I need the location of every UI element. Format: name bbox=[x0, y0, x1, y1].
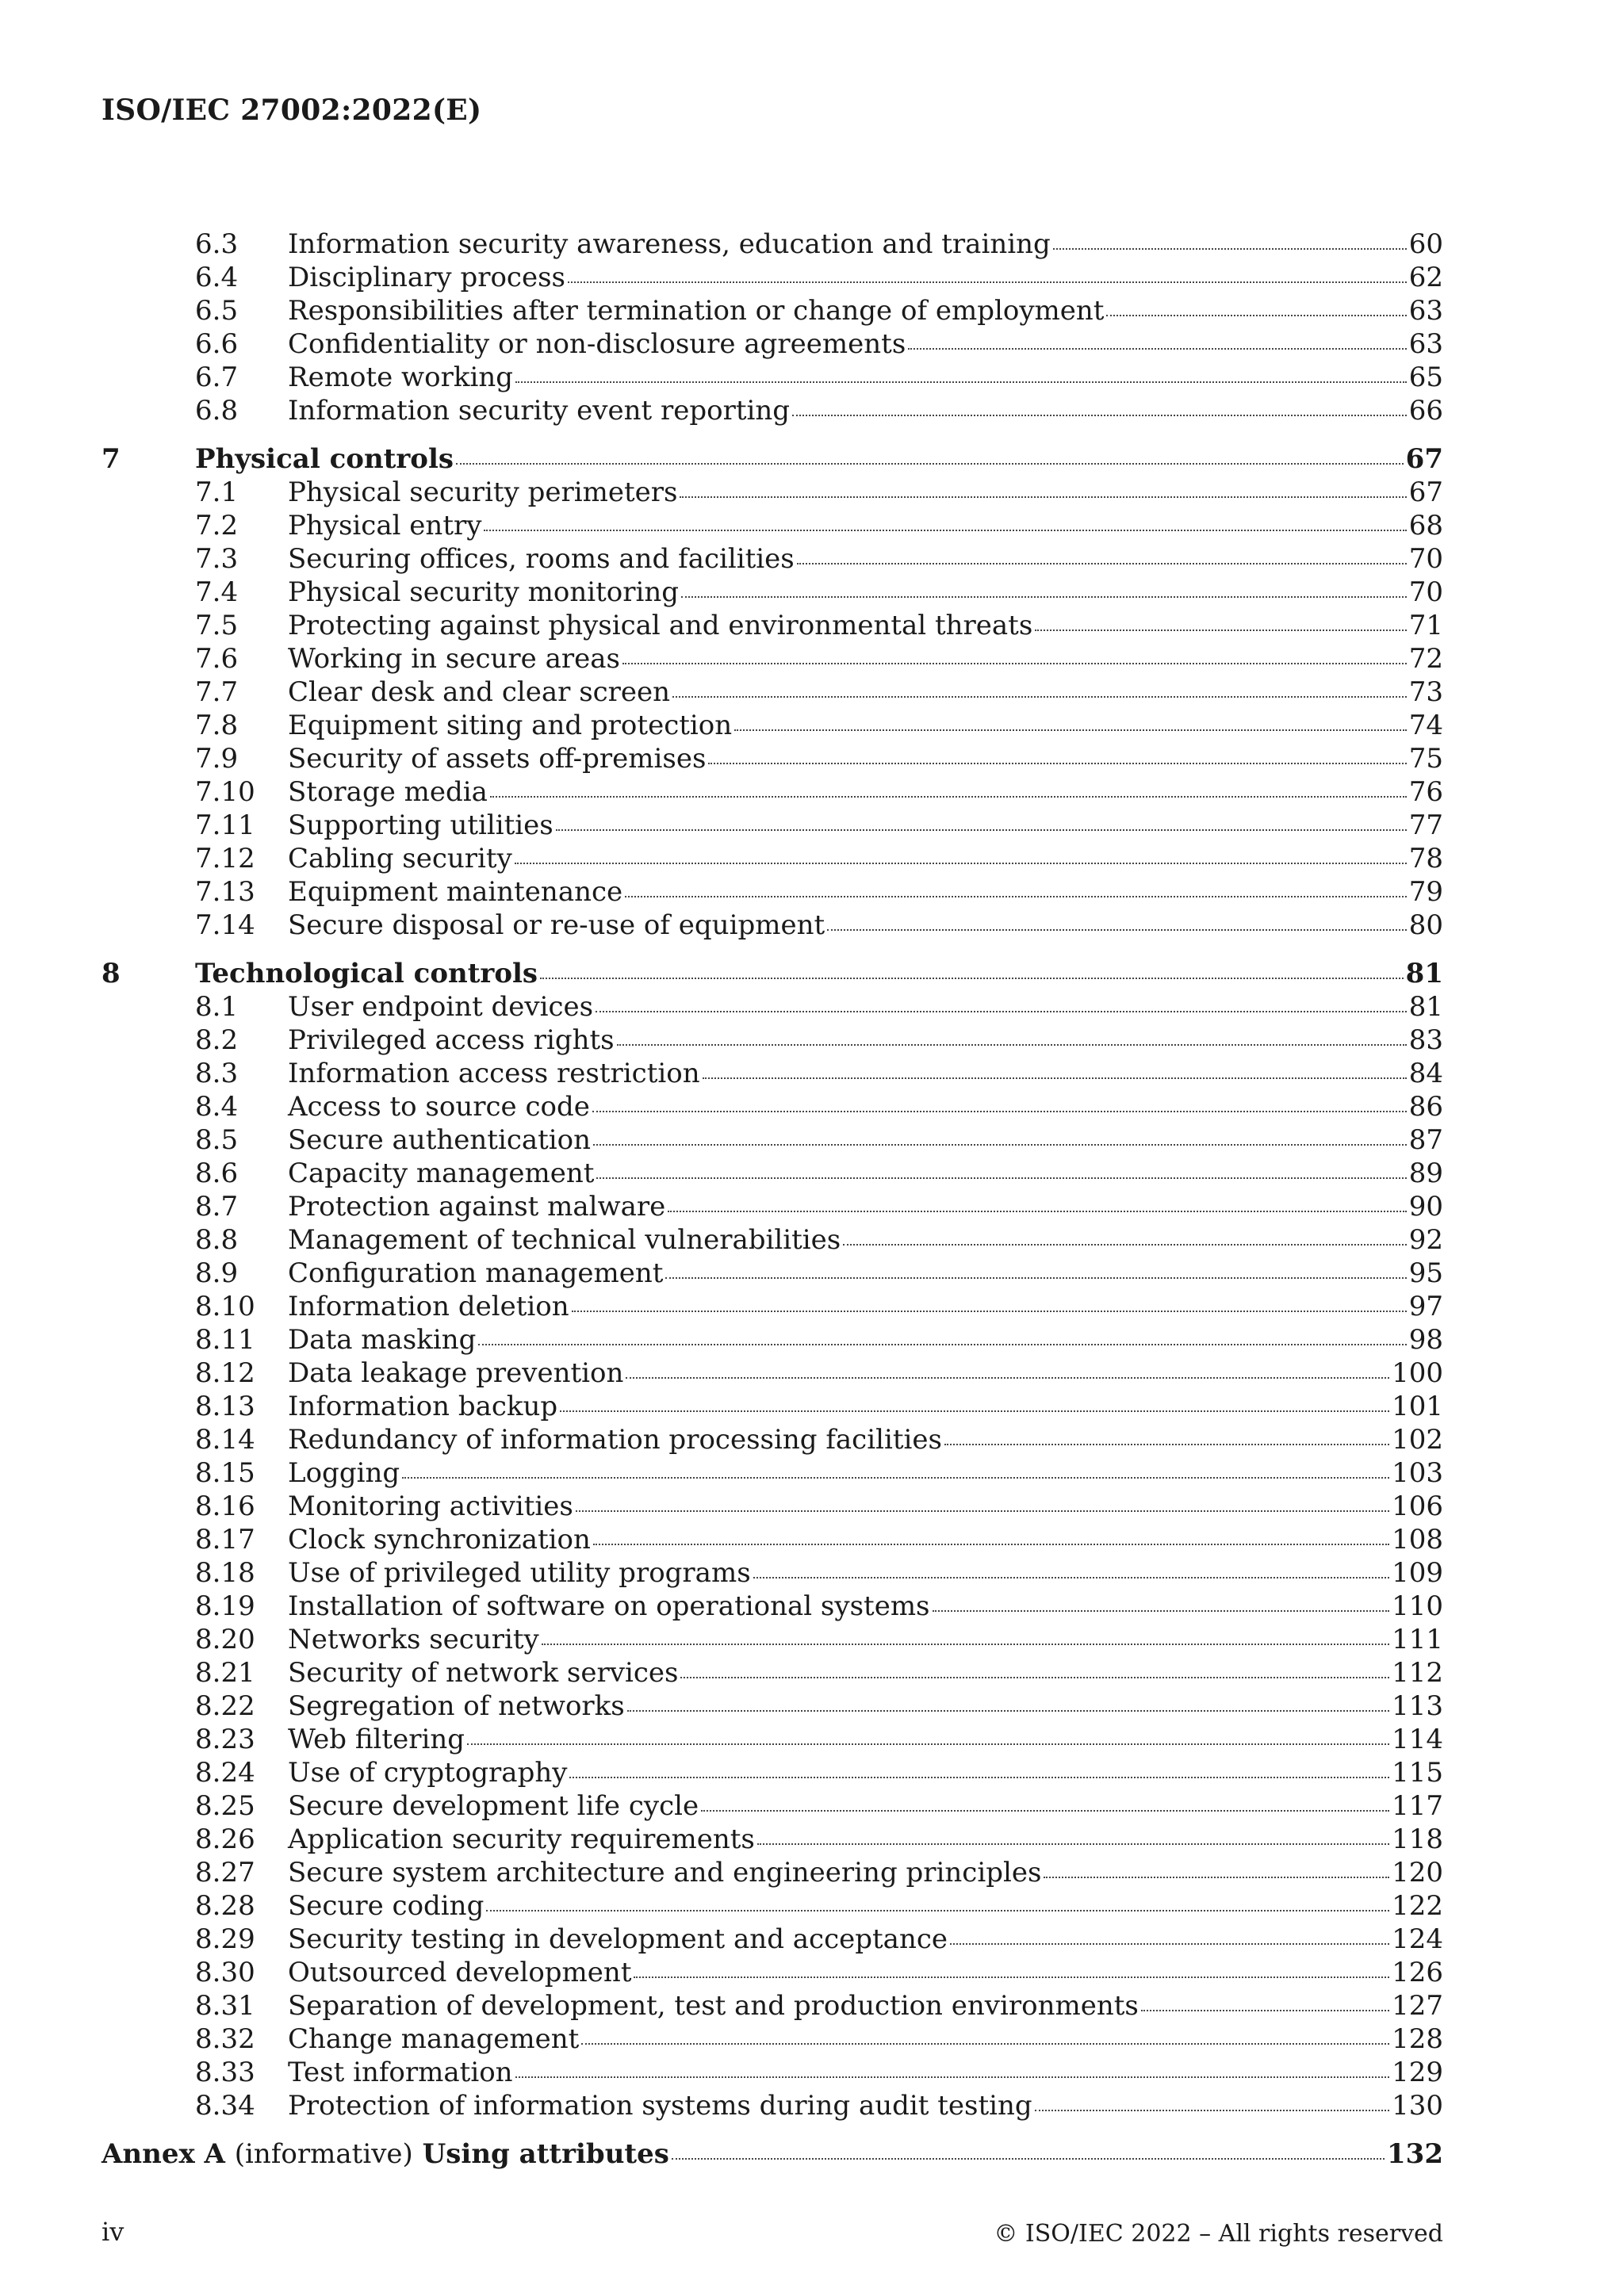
toc-entry-8-22[interactable] bbox=[102, 1689, 1443, 1723]
toc-section-number: 8.33 bbox=[195, 2057, 255, 2088]
toc-leader-dots bbox=[515, 380, 1407, 383]
toc-leader-dots bbox=[596, 1176, 1406, 1179]
toc-section-number: 8.22 bbox=[195, 1690, 255, 1722]
toc-page-number: 92 bbox=[1408, 1224, 1443, 1256]
toc-page-number: 128 bbox=[1392, 2023, 1443, 2055]
toc-section-number: 8.3 bbox=[195, 1058, 239, 1089]
toc-entry-6-6[interactable] bbox=[102, 327, 1443, 361]
toc-section-number: 8 bbox=[102, 958, 121, 989]
toc-page-number: 81 bbox=[1405, 958, 1443, 989]
toc-leader-dots bbox=[617, 1043, 1407, 1046]
toc-leader-dots bbox=[626, 1376, 1389, 1379]
toc-page-number: 67 bbox=[1405, 443, 1443, 475]
toc-page-number: 72 bbox=[1408, 643, 1443, 675]
toc-entry-8-7[interactable] bbox=[102, 1190, 1443, 1223]
toc-section-title: Security testing in development and acceptance bbox=[288, 1923, 948, 1955]
toc-leader-dots bbox=[622, 661, 1407, 664]
toc-section-title: Information access restriction bbox=[288, 1058, 700, 1089]
toc-page-number: 111 bbox=[1392, 1624, 1443, 1655]
toc-leader-dots bbox=[680, 1675, 1389, 1678]
toc-section-number: 8.9 bbox=[195, 1257, 239, 1289]
toc-section-number: 7.8 bbox=[195, 710, 239, 741]
toc-leader-dots bbox=[540, 976, 1404, 979]
toc-entry-8-12[interactable] bbox=[102, 1357, 1443, 1390]
toc-page-number: 63 bbox=[1408, 295, 1443, 327]
toc-leader-dots bbox=[1141, 2008, 1389, 2011]
toc-entry-8-1[interactable] bbox=[102, 990, 1443, 1024]
toc-page-number: 106 bbox=[1392, 1490, 1443, 1522]
toc-section-title: Installation of software on operational systems bbox=[288, 1590, 930, 1622]
toc-section-title: Physical security perimeters bbox=[288, 476, 678, 508]
toc-leader-dots bbox=[1044, 1875, 1389, 1878]
toc-entry-8-4[interactable] bbox=[102, 1090, 1443, 1123]
toc-section-number: 8.16 bbox=[195, 1490, 255, 1522]
toc-section-number: 8.14 bbox=[195, 1424, 255, 1456]
toc-entry-8-32[interactable] bbox=[102, 2022, 1443, 2056]
toc-page-number: 114 bbox=[1392, 1724, 1443, 1755]
toc-page-number: 98 bbox=[1408, 1324, 1443, 1356]
toc-section-title: Use of privileged utility programs bbox=[288, 1557, 751, 1589]
toc-section-title: Secure disposal or re-use of equipment bbox=[288, 909, 825, 941]
toc-page-number: 75 bbox=[1408, 743, 1443, 775]
toc-page-number: 81 bbox=[1408, 991, 1443, 1023]
toc-entry-6-4[interactable] bbox=[102, 261, 1443, 294]
toc-entry-6-3[interactable] bbox=[102, 228, 1443, 261]
toc-leader-dots bbox=[542, 1642, 1389, 1645]
toc-section-title: Logging bbox=[288, 1457, 400, 1489]
toc-section-number: 8.12 bbox=[195, 1357, 255, 1389]
toc-section-number: 8.25 bbox=[195, 1790, 255, 1822]
toc-section-title: Technological controls bbox=[195, 958, 538, 989]
toc-section-number: 7.10 bbox=[195, 776, 255, 808]
toc-page-number: 95 bbox=[1408, 1257, 1443, 1289]
toc-page-number: 66 bbox=[1408, 395, 1443, 427]
toc-section-number: 8.31 bbox=[195, 1990, 255, 2022]
toc-entry-8-26[interactable] bbox=[102, 1823, 1443, 1856]
toc-entry-7-13[interactable] bbox=[102, 875, 1443, 909]
toc-annex-heading bbox=[102, 2137, 669, 2171]
toc-section-title: Management of technical vulnerabilities bbox=[288, 1224, 841, 1256]
toc-section-title: Cabling security bbox=[288, 843, 512, 874]
toc-section-title: Security of assets off-premises bbox=[288, 743, 707, 775]
toc-section-title: Securing offices, rooms and facilities bbox=[288, 543, 795, 575]
toc-section-number: 8.20 bbox=[195, 1624, 255, 1655]
toc-page-number: 60 bbox=[1408, 228, 1443, 260]
toc-section-title: Protection against malware bbox=[288, 1191, 666, 1223]
toc-section-number: 8.23 bbox=[195, 1724, 255, 1755]
toc-section-number: 8.15 bbox=[195, 1457, 255, 1489]
toc-section-title: Privileged access rights bbox=[288, 1024, 615, 1056]
toc-entry-7-11[interactable] bbox=[102, 809, 1443, 842]
toc-leader-dots bbox=[680, 495, 1406, 498]
toc-page-number: 109 bbox=[1392, 1557, 1443, 1589]
toc-leader-dots bbox=[672, 695, 1407, 698]
toc-section-title: Supporting utilities bbox=[288, 809, 553, 841]
toc-section-title: Secure system architecture and engineering principles bbox=[288, 1857, 1042, 1888]
toc-leader-dots bbox=[827, 928, 1407, 931]
toc-entry-8-27[interactable] bbox=[102, 1856, 1443, 1889]
toc-page-number: 110 bbox=[1392, 1590, 1443, 1622]
toc-page-number: 124 bbox=[1392, 1923, 1443, 1955]
toc-section-number: 6.8 bbox=[195, 395, 239, 427]
toc-entry-7-3[interactable] bbox=[102, 542, 1443, 576]
toc-entry-8-2[interactable] bbox=[102, 1024, 1443, 1057]
toc-leader-dots bbox=[556, 828, 1407, 831]
toc-section-number: 7.13 bbox=[195, 876, 255, 908]
toc-section-title: Secure development life cycle bbox=[288, 1790, 699, 1822]
toc-section-number: 8.13 bbox=[195, 1391, 255, 1422]
toc-leader-dots bbox=[402, 1475, 1389, 1479]
toc-section-title: Protecting against physical and environmental threats bbox=[288, 610, 1033, 641]
toc-section-title: Equipment maintenance bbox=[288, 876, 623, 908]
toc-entry-6-8[interactable] bbox=[102, 394, 1443, 427]
toc-entry-8-5[interactable] bbox=[102, 1123, 1443, 1157]
toc-section-title: User endpoint devices bbox=[288, 991, 594, 1023]
toc-page-number: 83 bbox=[1408, 1024, 1443, 1056]
toc-section-title: Application security requirements bbox=[288, 1823, 755, 1855]
toc-entry-8-15[interactable] bbox=[102, 1456, 1443, 1490]
toc-leader-dots bbox=[569, 1775, 1389, 1778]
toc-entry-7-12[interactable] bbox=[102, 842, 1443, 875]
document-id: ISO/IEC 27002:2022(E) bbox=[102, 94, 482, 127]
toc-leader-dots bbox=[627, 1709, 1389, 1712]
toc-page-number: 100 bbox=[1392, 1357, 1443, 1389]
toc-leader-dots bbox=[933, 1609, 1390, 1612]
toc-leader-dots bbox=[701, 1808, 1389, 1812]
toc-section-title: Segregation of networks bbox=[288, 1690, 625, 1722]
toc-section-title: Information security awareness, education and training bbox=[288, 228, 1051, 260]
toc-section-number: 7.5 bbox=[195, 610, 239, 641]
toc-section-number: 8.17 bbox=[195, 1524, 255, 1556]
toc-section-title: Responsibilities after termination or change of employment bbox=[288, 295, 1105, 327]
toc-section-title: Web filtering bbox=[288, 1724, 465, 1755]
toc-annex-label: Annex A bbox=[102, 2138, 225, 2170]
toc-section-title: Clock synchronization bbox=[288, 1524, 591, 1556]
toc-leader-dots bbox=[634, 1975, 1389, 1978]
toc-entry-8-14[interactable] bbox=[102, 1423, 1443, 1456]
toc-section-title: Data leakage prevention bbox=[288, 1357, 624, 1389]
toc-section-number: 8.24 bbox=[195, 1757, 255, 1789]
toc-entry-7-10[interactable] bbox=[102, 775, 1443, 809]
toc-section-title: Confidentiality or non-disclosure agreements bbox=[288, 328, 906, 360]
toc-entry-8-11[interactable] bbox=[102, 1323, 1443, 1357]
toc-section-title: Secure coding bbox=[288, 1890, 485, 1922]
toc-leader-dots bbox=[708, 761, 1406, 764]
toc-section-title: Information deletion bbox=[288, 1291, 569, 1322]
toc-leader-dots bbox=[1035, 2108, 1389, 2111]
toc-page-number: 63 bbox=[1408, 328, 1443, 360]
toc-page-number: 108 bbox=[1392, 1524, 1443, 1556]
toc-leader-dots bbox=[757, 1842, 1389, 1845]
toc-section-number: 8.27 bbox=[195, 1857, 255, 1888]
toc-leader-dots bbox=[560, 1409, 1389, 1412]
toc-section-number: 8.4 bbox=[195, 1091, 239, 1123]
toc-entry-7-9[interactable] bbox=[102, 742, 1443, 775]
toc-page-number: 67 bbox=[1408, 476, 1443, 508]
toc-page-number: 132 bbox=[1387, 2138, 1443, 2170]
toc-leader-dots bbox=[672, 2156, 1385, 2160]
toc-section-title: Equipment siting and protection bbox=[288, 710, 733, 741]
toc-leader-dots bbox=[734, 728, 1407, 731]
toc-section-title: Remote working bbox=[288, 362, 513, 393]
toc-entry-8-25[interactable] bbox=[102, 1789, 1443, 1823]
toc-section-title: Protection of information systems during audit testing bbox=[288, 2090, 1032, 2122]
toc-entry-8-29[interactable] bbox=[102, 1923, 1443, 1956]
toc-section-number: 8.2 bbox=[195, 1024, 239, 1056]
toc-page-number: 120 bbox=[1392, 1857, 1443, 1888]
toc-entry-8-3[interactable] bbox=[102, 1057, 1443, 1090]
toc-page-number: 73 bbox=[1408, 676, 1443, 708]
toc-page-number: 70 bbox=[1408, 543, 1443, 575]
toc-entry-8-19[interactable] bbox=[102, 1590, 1443, 1623]
toc-leader-dots bbox=[568, 280, 1407, 283]
page-number: iv bbox=[102, 2217, 124, 2247]
toc-leader-dots bbox=[592, 1109, 1407, 1112]
toc-page-number: 103 bbox=[1392, 1457, 1443, 1489]
toc-section-number: 8.29 bbox=[195, 1923, 255, 1955]
toc-section-number: 7.7 bbox=[195, 676, 239, 708]
toc-page-number: 127 bbox=[1392, 1990, 1443, 2022]
toc-section-number: 8.34 bbox=[195, 2090, 255, 2122]
toc-leader-dots bbox=[572, 1309, 1407, 1312]
toc-section-number: 7.4 bbox=[195, 576, 239, 608]
toc-section-title: Physical controls bbox=[195, 443, 454, 475]
toc-page-number: 84 bbox=[1408, 1058, 1443, 1089]
toc-page-number: 74 bbox=[1408, 710, 1443, 741]
toc-page-number: 65 bbox=[1408, 362, 1443, 393]
toc-section-title: Test information bbox=[288, 2057, 513, 2088]
toc-entry-8-17[interactable] bbox=[102, 1523, 1443, 1556]
toc-leader-dots bbox=[797, 561, 1407, 564]
toc-leader-dots bbox=[467, 1742, 1389, 1745]
toc-section-title: Separation of development, test and production environments bbox=[288, 1990, 1139, 2022]
toc-section-number: 7.12 bbox=[195, 843, 255, 874]
toc-entry-8-9[interactable] bbox=[102, 1257, 1443, 1290]
toc-page-number: 112 bbox=[1392, 1657, 1443, 1689]
toc-page-number: 71 bbox=[1408, 610, 1443, 641]
toc-page-number: 89 bbox=[1408, 1158, 1443, 1189]
toc-leader-dots bbox=[703, 1076, 1407, 1079]
toc-leader-dots bbox=[843, 1242, 1407, 1246]
toc-entry-7-6[interactable] bbox=[102, 642, 1443, 675]
toc-section-title: Data masking bbox=[288, 1324, 477, 1356]
toc-entry-8-6[interactable] bbox=[102, 1157, 1443, 1190]
toc-section-number: 7.11 bbox=[195, 809, 255, 841]
toc-section-number: 6.7 bbox=[195, 362, 239, 393]
toc-section-title: Working in secure areas bbox=[288, 643, 620, 675]
toc-leader-dots bbox=[1035, 628, 1406, 631]
toc-leader-dots bbox=[1106, 313, 1406, 316]
toc-leader-dots bbox=[576, 1509, 1389, 1512]
toc-page-number: 77 bbox=[1408, 809, 1443, 841]
toc-section-title: Information security event reporting bbox=[288, 395, 791, 427]
toc-page-number: 122 bbox=[1392, 1890, 1443, 1922]
toc-section-title: Monitoring activities bbox=[288, 1490, 573, 1522]
toc-section-number: 7 bbox=[102, 443, 121, 475]
toc-section-title: Secure authentication bbox=[288, 1124, 592, 1156]
toc-entry-7-1[interactable] bbox=[102, 476, 1443, 509]
toc-section-number: 7.6 bbox=[195, 643, 239, 675]
toc-entry-8-13[interactable] bbox=[102, 1390, 1443, 1423]
toc-section-title: Configuration management bbox=[288, 1257, 664, 1289]
toc-entry-7[interactable] bbox=[102, 442, 1443, 476]
toc-page-number: 79 bbox=[1408, 876, 1443, 908]
toc-section-title: Networks security bbox=[288, 1624, 539, 1655]
toc-entry-7-4[interactable] bbox=[102, 576, 1443, 609]
toc-page-number: 101 bbox=[1392, 1391, 1443, 1422]
toc-entry-6-5[interactable] bbox=[102, 294, 1443, 327]
toc-entry-8-18[interactable] bbox=[102, 1556, 1443, 1590]
table-of-contents bbox=[102, 228, 1443, 2171]
toc-page-number: 115 bbox=[1392, 1757, 1443, 1789]
toc-section-number: 8.5 bbox=[195, 1124, 239, 1156]
toc-section-number: 8.32 bbox=[195, 2023, 255, 2055]
toc-entry-8-8[interactable] bbox=[102, 1223, 1443, 1257]
toc-page-number: 117 bbox=[1392, 1790, 1443, 1822]
toc-section-title: Access to source code bbox=[288, 1091, 590, 1123]
toc-section-title: Disciplinary process bbox=[288, 262, 565, 293]
toc-section-title: Change management bbox=[288, 2023, 580, 2055]
toc-leader-dots bbox=[456, 461, 1404, 465]
toc-entry-8-16[interactable] bbox=[102, 1490, 1443, 1523]
toc-section-number: 6.4 bbox=[195, 262, 239, 293]
toc-entry-8-21[interactable] bbox=[102, 1656, 1443, 1689]
toc-section-title: Physical entry bbox=[288, 510, 482, 541]
toc-section-number: 6.5 bbox=[195, 295, 239, 327]
toc-section-number: 7.2 bbox=[195, 510, 239, 541]
toc-page-number: 129 bbox=[1392, 2057, 1443, 2088]
toc-page-number: 86 bbox=[1408, 1091, 1443, 1123]
toc-leader-dots bbox=[515, 2075, 1390, 2078]
toc-entry-8[interactable] bbox=[102, 957, 1443, 990]
toc-section-number: 6.3 bbox=[195, 228, 239, 260]
toc-leader-dots bbox=[944, 1442, 1389, 1445]
toc-entry-8-31[interactable] bbox=[102, 1989, 1443, 2022]
toc-entry-6-7[interactable] bbox=[102, 361, 1443, 394]
toc-entry-7-2[interactable] bbox=[102, 509, 1443, 542]
toc-entry-annex-a[interactable] bbox=[102, 2137, 1443, 2171]
toc-leader-dots bbox=[581, 2042, 1389, 2045]
toc-section-title: Capacity management bbox=[288, 1158, 595, 1189]
toc-section-title: Outsourced development bbox=[288, 1957, 632, 1988]
toc-page-number: 80 bbox=[1408, 909, 1443, 941]
toc-section-title: Storage media bbox=[288, 776, 488, 808]
toc-section-number: 8.21 bbox=[195, 1657, 255, 1689]
toc-section-title: Redundancy of information processing facilities bbox=[288, 1424, 942, 1456]
toc-section-number: 8.18 bbox=[195, 1557, 255, 1589]
toc-page-number: 113 bbox=[1392, 1690, 1443, 1722]
toc-leader-dots bbox=[753, 1575, 1389, 1578]
toc-entry-8-33[interactable] bbox=[102, 2056, 1443, 2089]
toc-entry-8-28[interactable] bbox=[102, 1889, 1443, 1923]
toc-section-number: 7.9 bbox=[195, 743, 239, 775]
toc-entry-8-10[interactable] bbox=[102, 1290, 1443, 1323]
toc-entry-8-24[interactable] bbox=[102, 1756, 1443, 1789]
toc-section-number: 6.6 bbox=[195, 328, 239, 360]
toc-section-number: 7.3 bbox=[195, 543, 239, 575]
toc-entry-7-7[interactable] bbox=[102, 675, 1443, 709]
toc-leader-dots bbox=[908, 346, 1406, 350]
toc-page-number: 62 bbox=[1408, 262, 1443, 293]
toc-leader-dots bbox=[478, 1342, 1406, 1345]
toc-page-number: 102 bbox=[1392, 1424, 1443, 1456]
toc-section-title: Use of cryptography bbox=[288, 1757, 568, 1789]
toc-page-number: 68 bbox=[1408, 510, 1443, 541]
toc-leader-dots bbox=[490, 794, 1407, 798]
toc-entry-7-14[interactable] bbox=[102, 909, 1443, 942]
toc-leader-dots bbox=[593, 1142, 1407, 1146]
toc-leader-dots bbox=[484, 528, 1406, 531]
toc-section-number: 8.26 bbox=[195, 1823, 255, 1855]
toc-section-number: 8.8 bbox=[195, 1224, 239, 1256]
toc-section-number: 8.10 bbox=[195, 1291, 255, 1322]
toc-leader-dots bbox=[792, 413, 1407, 416]
toc-section-number: 8.11 bbox=[195, 1324, 255, 1356]
toc-entry-8-34[interactable] bbox=[102, 2089, 1443, 2122]
toc-section-title: Clear desk and clear screen bbox=[288, 676, 671, 708]
toc-page-number: 130 bbox=[1392, 2090, 1443, 2122]
toc-annex-title: Using attributes bbox=[422, 2138, 669, 2170]
toc-section-number: 8.1 bbox=[195, 991, 239, 1023]
toc-page-number: 78 bbox=[1408, 843, 1443, 874]
toc-section-number: 8.30 bbox=[195, 1957, 255, 1988]
toc-section-number: 7.14 bbox=[195, 909, 255, 941]
toc-entry-7-8[interactable] bbox=[102, 709, 1443, 742]
toc-page-number: 126 bbox=[1392, 1957, 1443, 1988]
toc-leader-dots bbox=[665, 1276, 1406, 1279]
toc-leader-dots bbox=[515, 861, 1407, 864]
toc-page-number: 97 bbox=[1408, 1291, 1443, 1322]
toc-section-number: 7.1 bbox=[195, 476, 239, 508]
toc-section-title: Information backup bbox=[288, 1391, 558, 1422]
toc-section-number: 8.19 bbox=[195, 1590, 255, 1622]
toc-entry-8-23[interactable] bbox=[102, 1723, 1443, 1756]
toc-section-number: 8.6 bbox=[195, 1158, 239, 1189]
copyright-notice: © ISO/IEC 2022 – All rights reserved bbox=[994, 2220, 1443, 2248]
toc-leader-dots bbox=[668, 1209, 1406, 1212]
toc-page-number: 70 bbox=[1408, 576, 1443, 608]
toc-leader-dots bbox=[625, 894, 1407, 897]
toc-section-number: 8.7 bbox=[195, 1191, 239, 1223]
toc-leader-dots bbox=[1053, 247, 1407, 250]
toc-section-title: Security of network services bbox=[288, 1657, 679, 1689]
toc-leader-dots bbox=[950, 1942, 1389, 1945]
toc-leader-dots bbox=[596, 1009, 1407, 1012]
toc-page-number: 118 bbox=[1392, 1823, 1443, 1855]
toc-annex-info: (informative) bbox=[234, 2138, 413, 2170]
toc-entry-7-5[interactable] bbox=[102, 609, 1443, 642]
toc-entry-8-30[interactable] bbox=[102, 1956, 1443, 1989]
toc-page-number: 87 bbox=[1408, 1124, 1443, 1156]
toc-section-number: 8.28 bbox=[195, 1890, 255, 1922]
toc-section-title: Physical security monitoring bbox=[288, 576, 680, 608]
toc-leader-dots bbox=[593, 1542, 1389, 1545]
toc-page-number: 76 bbox=[1408, 776, 1443, 808]
toc-leader-dots bbox=[681, 595, 1407, 598]
toc-entry-8-20[interactable] bbox=[102, 1623, 1443, 1656]
toc-page-number: 90 bbox=[1408, 1191, 1443, 1223]
toc-leader-dots bbox=[486, 1908, 1389, 1911]
